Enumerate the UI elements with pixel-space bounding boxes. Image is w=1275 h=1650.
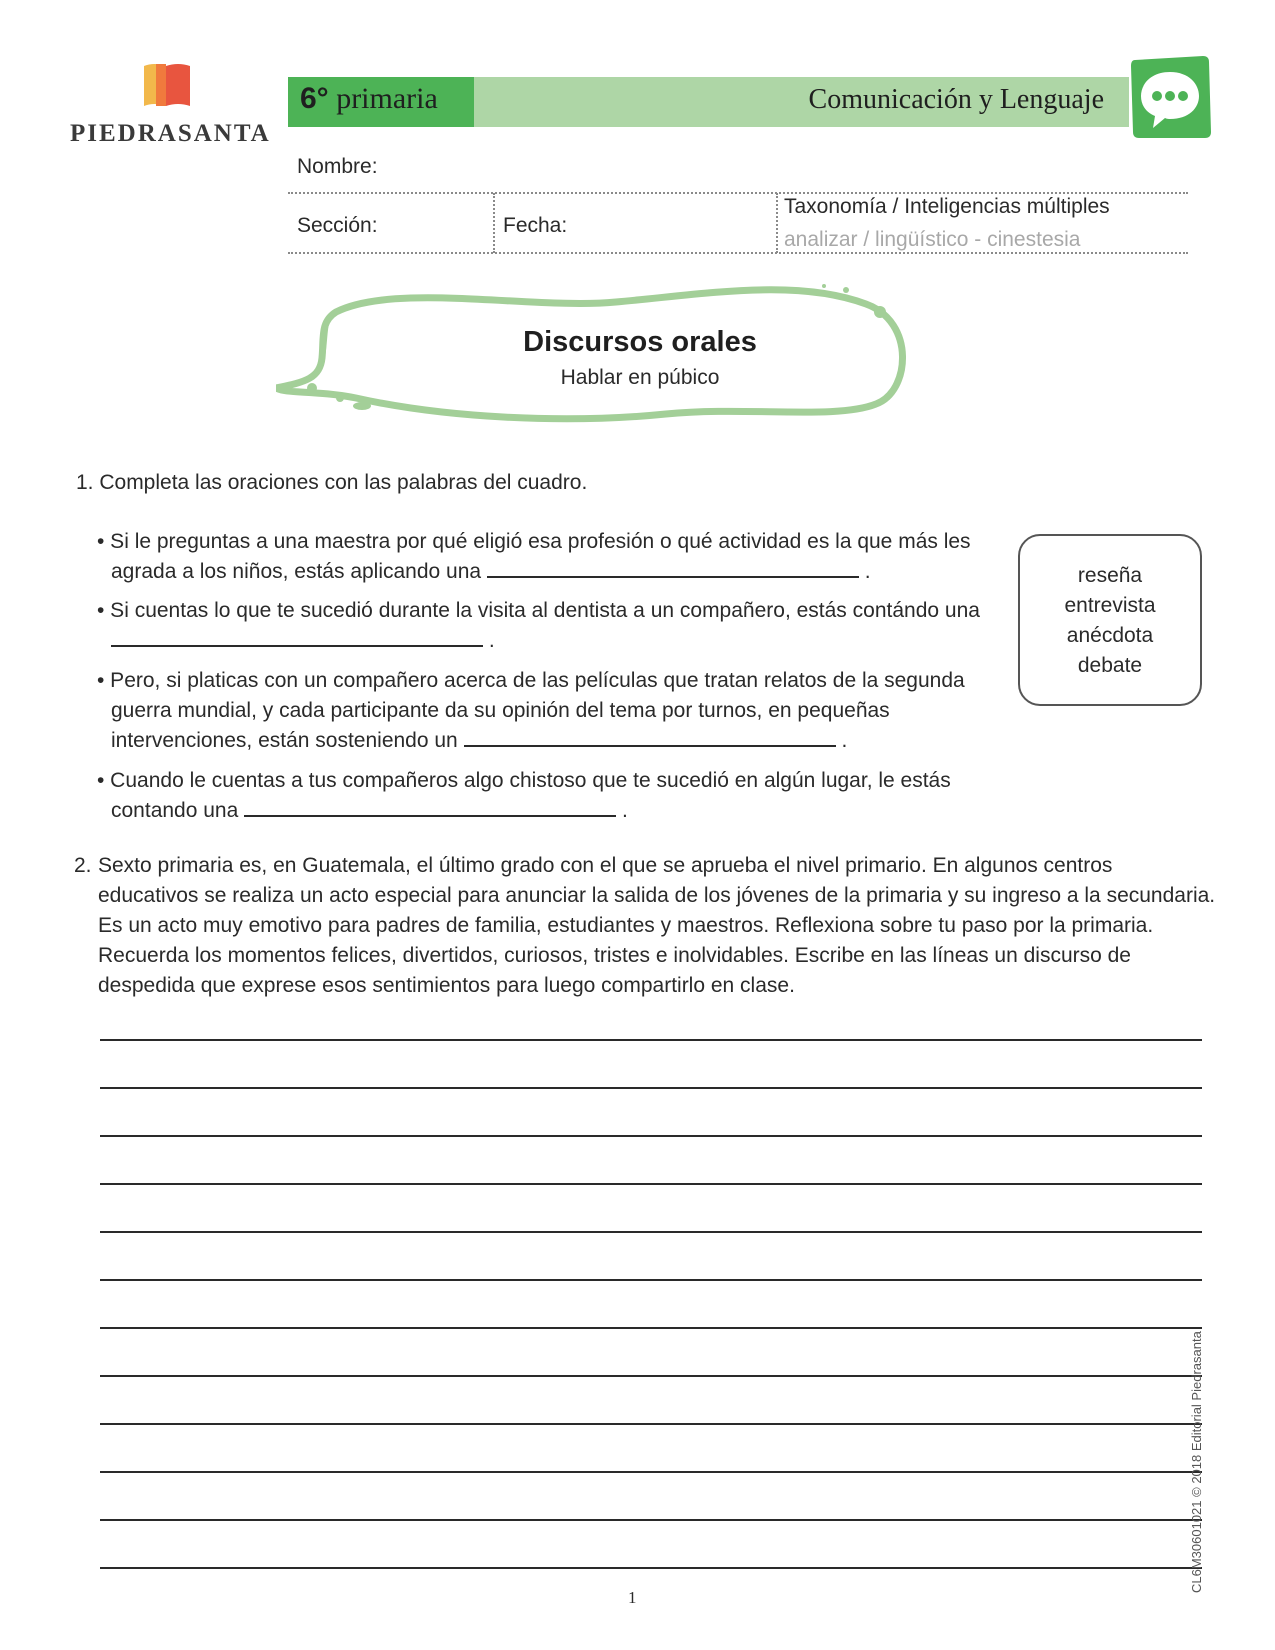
grade-number: 6°: [300, 82, 329, 115]
copyright-code: CL6M30601021 © 2018 Editorial Piedrasanta: [1189, 1331, 1204, 1593]
logo-wordmark: PIEDRASANTA: [70, 120, 271, 147]
q1-bullet-3-line-3: intervenciones, están sosteniendo un .: [111, 729, 848, 752]
word-bank-item: debate: [1077, 654, 1143, 677]
word-bank-item: reseña: [1077, 564, 1143, 587]
book-logo-icon: [142, 60, 192, 110]
q2-number: 2.: [74, 854, 92, 877]
answer-blank[interactable]: [464, 727, 836, 747]
answer-blank[interactable]: [111, 627, 483, 647]
q2-line: Sexto primaria es, en Guatemala, el último grado con el que se aprueba el nivel primario. En algunos centros: [98, 854, 1113, 877]
divider: [493, 193, 495, 253]
grade-label: [300, 82, 438, 116]
writing-line[interactable]: [100, 1423, 1202, 1425]
writing-line[interactable]: [100, 1087, 1202, 1089]
writing-line[interactable]: [100, 1231, 1202, 1233]
divider: [288, 192, 1188, 194]
q1-bullet-1-line-2: agrada a los niños, estás aplicando una .: [111, 560, 871, 583]
name-field-label: Nombre:: [297, 155, 378, 178]
q2-prompt: [98, 851, 1216, 1001]
answer-blank[interactable]: [487, 558, 859, 578]
answer-blank[interactable]: [244, 797, 616, 817]
taxonomy-value: analizar / lingüístico - cinestesia: [784, 228, 1081, 251]
q1-bullet-4-line-1: • Cuando le cuentas a tus compañeros algo chistoso que te sucedió en algún lugar, le estás: [97, 769, 951, 792]
word-bank-item: entrevista: [1064, 594, 1156, 617]
title-bubble-decoration: [276, 282, 936, 442]
writing-line[interactable]: [100, 1279, 1202, 1281]
section-field-label: Sección:: [297, 214, 378, 237]
worksheet-subtitle: Hablar en púbico: [560, 366, 720, 389]
speech-bubble-icon: [1127, 54, 1213, 150]
q1-bullet-4-line-2: contando una .: [111, 799, 628, 822]
divider: [776, 193, 778, 253]
writing-line[interactable]: [100, 1471, 1202, 1473]
q1-bullet-3-line-1: • Pero, si platicas con un compañero acerca de las películas que tratan relatos de la segunda: [97, 669, 965, 692]
word-bank-item: anécdota: [1066, 624, 1154, 647]
writing-line[interactable]: [100, 1327, 1202, 1329]
divider: [288, 252, 1188, 254]
q1-bullet-3-line-2: guerra mundial, y cada participante da su opinión del tema por turnos, en pequeñas: [111, 699, 890, 722]
writing-line[interactable]: [100, 1135, 1202, 1137]
writing-line[interactable]: [100, 1039, 1202, 1041]
writing-line[interactable]: [100, 1375, 1202, 1377]
word-bank-box: [1018, 534, 1202, 706]
worksheet-title: Discursos orales: [523, 326, 757, 358]
writing-line[interactable]: [100, 1519, 1202, 1521]
taxonomy-title: Taxonomía / Inteligencias múltiples: [784, 195, 1110, 218]
grade-word: primaria: [336, 82, 438, 115]
q1-bullet-2-line-2: .: [111, 626, 495, 656]
q2-line: Recuerda los momentos felices, divertidos, curiosos, tristes e inolvidables. Escribe en las líneas un discurso de: [98, 944, 1131, 967]
writing-line[interactable]: [100, 1567, 1202, 1569]
q2-line: despedida que exprese esos sentimientos para luego compartirlo en clase.: [98, 974, 795, 997]
date-field-label: Fecha:: [503, 214, 568, 237]
publisher-logo: [70, 60, 270, 150]
q2-line: educativos se realiza un acto especial para anunciar la salida de los jóvenes de la primaria y su ingreso a la secundaria.: [98, 884, 1216, 907]
subject-label: Comunicación y Lenguaje: [808, 84, 1104, 115]
q1-bullet-1-line-1: • Si le preguntas a una maestra por qué eligió esa profesión o qué actividad es la que más les: [97, 530, 971, 553]
writing-line[interactable]: [100, 1183, 1202, 1185]
q1-prompt: 1. Completa las oraciones con las palabras del cuadro.: [76, 471, 588, 494]
page-number: 1: [628, 1588, 637, 1607]
q1-bullet-2-line-1: • Si cuentas lo que te sucedió durante la visita al dentista a un compañero, estás contándo una: [97, 599, 980, 622]
q2-line: Es un acto muy emotivo para padres de familia, estudiantes y maestros. Reflexiona sobre tu paso por la primaria.: [98, 914, 1154, 937]
